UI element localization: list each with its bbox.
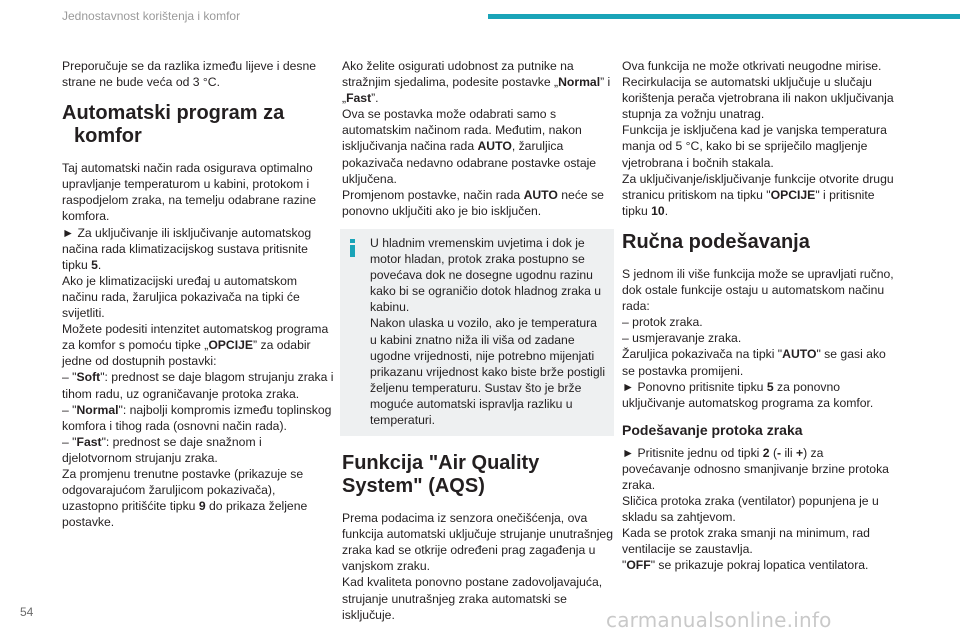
header-accent-bar [488,14,960,19]
paragraph: Za uključivanje/isključivanje funkcije otvorite drugu stranicu pritiskom na tipku "OPCIJE" i pritisnite tipku 10. [622,171,894,218]
list-item-normal: – "Normal": najbolji kompromis između toplinskog komfora i tihog rada (osnovni način rada). [62,402,332,433]
list-item-soft: – "Soft": prednost se daje blagom strujanju zraka i tihom radu, uz ograničavanje protoka zraka. [62,370,334,401]
header-title: Jednostavnost korištenja i komfor [62,9,241,23]
info-box [340,229,614,436]
paragraph: Ova se postavka može odabrati samo s automatskim načinom rada. Međutim, nakon isključivanja načina rada AUTO, žaruljica pokazivača nedavno odabrane postavke ostaje uključena. [342,107,597,186]
paragraph: "OFF" se prikazuje pokraj lopatica ventilatora. [622,558,869,573]
info-icon [350,239,355,257]
info-text: U hladnim vremenskim uvjetima i dok je motor hladan, protok zraka postupno se povećava dok ne dosegne ugodnu razinu kako bi se ograničio dotok hladnog zraka u kabinu. [370,235,602,315]
column-3 [622,58,894,574]
watermark: carmanualsonline.info [606,608,832,632]
list-item: – usmjeravanje zraka. [622,331,742,346]
paragraph: S jednom ili više funkcija može se upravljati ručno, dok ostale funkcije ostaju u automatskom načinu rada: [622,266,894,314]
paragraph: Ako želite osigurati udobnost za putnike na stražnjim sjedalima, podesite postavke „Normal” i „Fast”. [342,59,611,106]
column-1 [62,58,334,530]
paragraph: Kada se protok zraka smanji na minimum, rad ventilacije se zaustavlja. [622,526,870,557]
paragraph: Promjenom postavke, način rada AUTO neće se ponovno uključiti ako je bio isključen. [342,187,604,218]
list-item-fast: – "Fast": prednost se daje snažnom i djelotvornom strujanju zraka. [62,434,262,465]
section-heading-manual: Ručna podešavanja [622,230,810,253]
list-item: – protok zraka. [622,315,703,330]
subheading-airflow: Podešavanje protoka zraka [622,421,803,438]
column-2 [342,58,614,623]
paragraph: Funkcija je isključena kad je vanjska temperatura manja od 5 °C, kako bi se spriječilo magljenje vjetrobrana i bočnih stakala. [622,123,887,170]
paragraph: Za promjenu trenutne postavke (prikazuje se odgovarajućom žaruljicom pokazivača), uzastopno pritišćite tipku 9 do prikaza željene postavke. [62,466,308,530]
paragraph: Ova funkcija ne može otkrivati neugodne mirise. [622,59,882,73]
paragraph: Taj automatski način rada osigurava optimalno upravljanje temperaturom u kabini, protokom i raspodjelom zraka, na temelju odabrane razine komfora. [62,161,317,224]
info-text: Nakon ulaska u vozilo, ako je temperatura u kabini znatno niža ili viša od zadane ugodne vrijednosti, nije potrebno mijenjati prikazanu vrijednost kako biste brže postigli željenu temperaturu. Sustav što je brže moguće automatski ispravlja razliku u temperaturi. [370,316,606,427]
paragraph: Recirkulacija se automatski uključuje u slučaju korištenja perača vjetrobrana ili nakon uključivanja stupnja za vožnju unatrag. [622,75,894,122]
page-number: 54 [20,605,34,619]
section-heading-comfort-program: Automatski program za komfor [62,102,285,148]
section-heading-aqs: Funkcija "Air Quality System" (AQS) [342,452,540,498]
paragraph: Žaruljica pokazivača na tipki "AUTO" se gasi ako se postavka promijeni. [622,347,886,378]
paragraph: Ako je klimatizacijski uređaj u automatskom načinu rada, žaruljica pokazivača na tipki će svijetliti. [62,273,300,321]
paragraph: Sličica protoka zraka (ventilator) popunjena je u skladu sa zahtjevom. [622,494,879,525]
paragraph: Možete podesiti intenzitet automatskog programa za komfor s pomoću tipke „OPCIJE” za odabir jedne od dostupnih postavki: [62,322,329,369]
paragraph: Kad kvaliteta ponovno postane zadovoljavajuća, strujanje unutrašnjeg zraka automatski se isključuje. [342,575,603,622]
intro-paragraph: Preporučuje se da razlika između lijeve i desne strane ne bude veća od 3 °C. [62,59,317,90]
instruction-step: ► Za uključivanje ili isključivanje automatskog načina rada klimatizacijskog sustava pritisnite tipku 5. [62,225,312,272]
instruction-step: ► Pritisnite jednu od tipki 2 (- ili +) za povećavanje odnosno smanjivanje brzine protoka zraka. [622,445,889,492]
paragraph: Prema podacima iz senzora onečišćenja, ova funkcija automatski uključuje strujanje unutrašnjeg zraka kad se otkrije određeni prag zagađenja u vanjskom zraku. [342,511,613,574]
instruction-step: ► Ponovno pritisnite tipku 5 za ponovno uključivanje automatskog programa za komfor. [622,379,874,410]
